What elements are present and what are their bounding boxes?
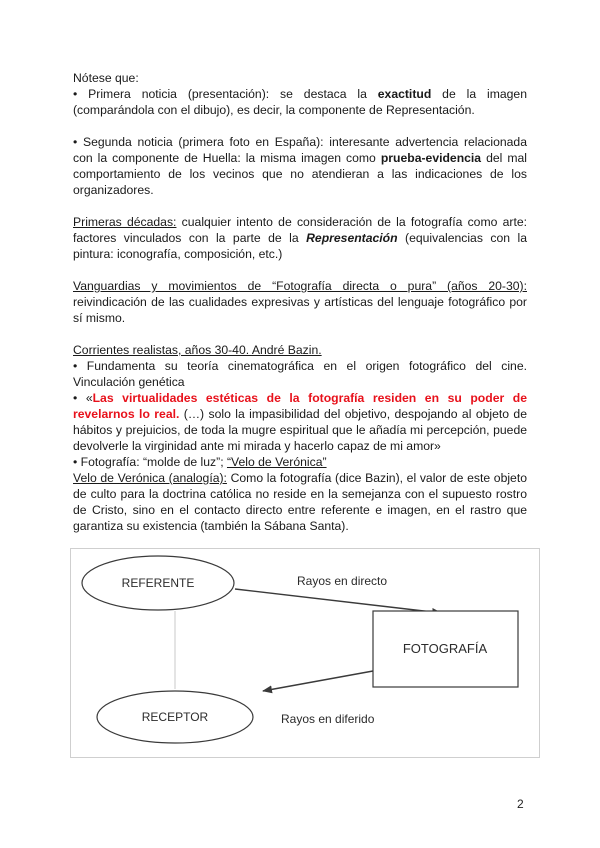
diagram-svg <box>71 549 539 757</box>
receptor-label: RECEPTOR <box>141 710 209 724</box>
bullet-primera-noticia <box>73 86 527 118</box>
bullet1-text: • Primera noticia (presentación): se destaca la <box>73 87 378 101</box>
bullet2-text: • Segunda noticia (primera foto en España): interesante advertencia relacionada con la componente de Huella: la misma imagen como <box>73 135 527 165</box>
arrow-diferido <box>263 671 373 691</box>
decadas-text: cualquier intento de consideración de la fotografía como arte: factores vinculados con la parte de la <box>73 215 527 245</box>
paragraph-primeras-decadas <box>73 214 527 262</box>
realistas-bullet-2 <box>73 390 527 454</box>
bullet1-text-end: de la imagen (comparándola con el dibujo), es decir, la componente de Representación. <box>73 87 527 117</box>
realistas-bullet-3 <box>73 454 527 470</box>
realistas-b2-text: (…) solo la impasibilidad del objetivo, despojando al objeto de hábitos y prejuicios, de toda la mugre espiritual que le añadía mi percepción, puede devolverle la virginidad ante mi mirada y hacerlo capaz de mi amor» <box>73 407 527 453</box>
decadas-text-end: (equivalencias con la pintura: iconografía, composición, etc.) <box>73 231 527 261</box>
bullet2-text-end: del mal comportamiento de los vecinos que no atendieran a las indicaciones de los organizadores. <box>73 151 527 197</box>
fotografia-label: FOTOGRAFÍA <box>402 641 488 656</box>
paragraph-vanguardias <box>73 278 527 326</box>
decadas-heading: Primeras décadas: <box>73 215 177 229</box>
rayos-directo-label: Rayos en directo <box>297 574 388 588</box>
veronica-text: Como la fotografía (dice Bazin), el valor de este objeto de culto para la doctrina católica no reside en la semejanza con el supuesto rostro de Cristo, sino en el contacto directo entre referente e imagen, en el rastro que garantiza su existencia (también la Sábana Santa). <box>73 471 527 533</box>
body-text <box>73 70 527 534</box>
referente-label: REFERENTE <box>121 576 195 590</box>
vanguardias-text: reivindicación de las cualidades expresivas y artísticas del lenguaje fotográfico por sí mismo. <box>73 295 527 325</box>
velo-veronica-link: “Velo de Verónica” <box>226 455 327 469</box>
bullet-segunda-noticia <box>73 134 527 198</box>
referente-fotografia-receptor-diagram <box>70 548 540 758</box>
page-number: 2 <box>517 797 524 811</box>
veronica-heading: Velo de Verónica (analogía): <box>73 471 227 485</box>
arrow-directo <box>235 589 441 613</box>
realistas-b3-text: • Fotografía: “molde de luz”; <box>73 455 227 469</box>
rayos-diferido-label: Rayos en diferido <box>281 712 375 726</box>
paragraph-veronica <box>73 470 527 534</box>
realistas-b2-start: • « <box>73 391 93 405</box>
vanguardias-heading: Vanguardias y movimientos de “Fotografía directa o pura” (años 20-30): <box>73 279 527 293</box>
bullet2-bold: prueba-evidencia <box>380 151 482 165</box>
bullet1-bold: exactitud <box>377 87 432 101</box>
realistas-bullet-1: • Fundamenta su teoría cinematográfica en el origen fotográfico del cine. Vinculación genética <box>73 359 527 389</box>
bazin-quote-highlight: Las virtualidades estéticas de la fotografía residen en su poder de revelarnos lo real. <box>73 391 527 421</box>
note-intro: Nótese que: <box>73 71 139 85</box>
decadas-bold: Representación <box>306 231 398 245</box>
realistas-heading: Corrientes realistas, años 30-40. André Bazin. <box>73 343 322 357</box>
